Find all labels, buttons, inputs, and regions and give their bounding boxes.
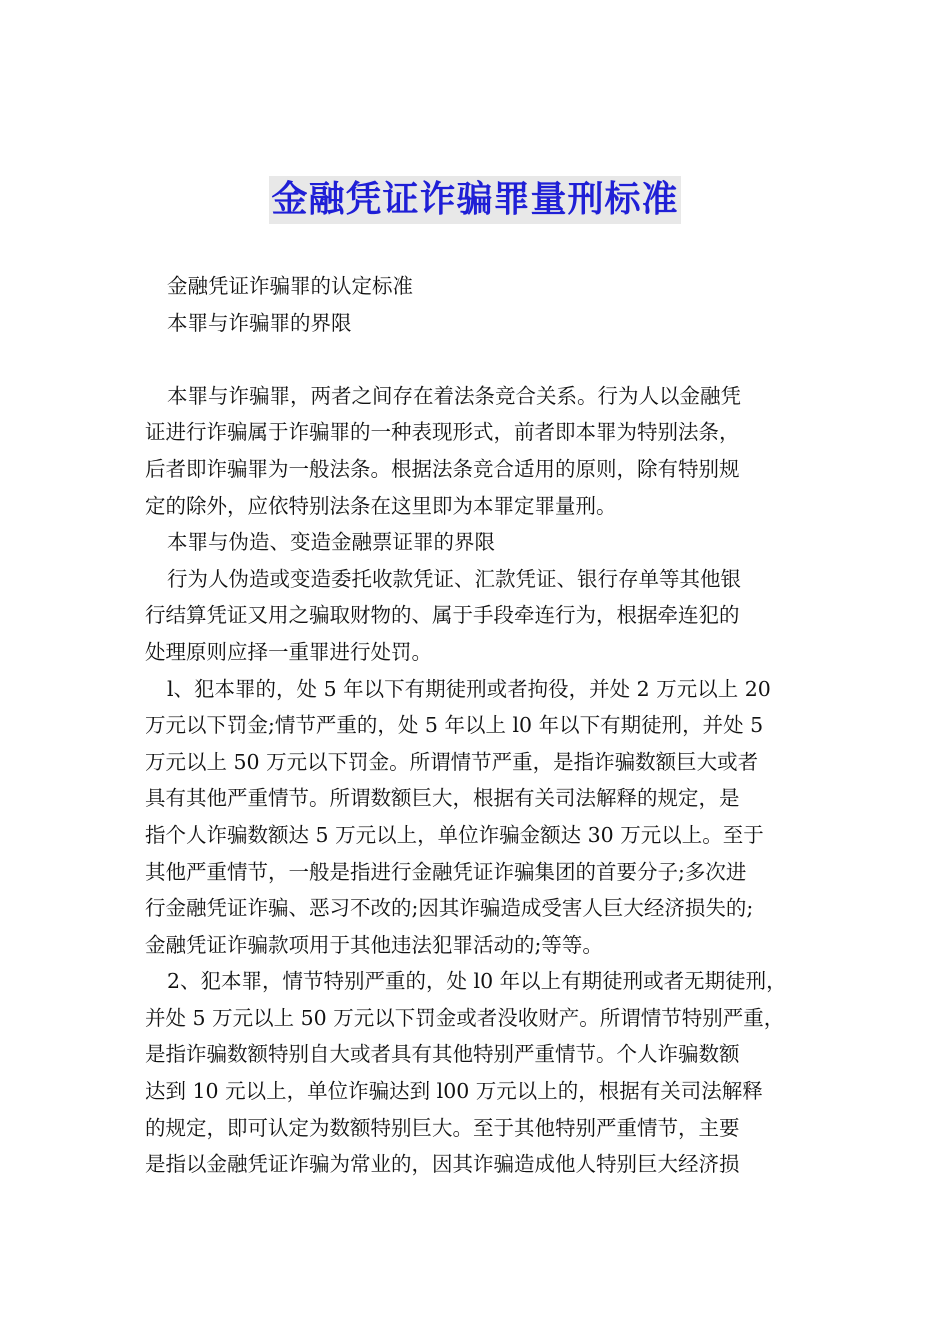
blank-line <box>145 341 810 378</box>
document-body <box>145 268 810 1183</box>
paragraph-line: 万元以下罚金;情节严重的，处 5 年以上 l0 年以下有期徒刑，并处 5 <box>145 713 764 738</box>
paragraph-line: 并处 5 万元以上 50 万元以下罚金或者没收财产。所谓情节特别严重， <box>145 1005 785 1030</box>
paragraph-line: 2、犯本罪，情节特别严重的，处 l0 年以上有期徒刑或者无期徒刑， <box>167 969 787 994</box>
paragraph-line: 是指诈骗数额特别自大或者具有其他特别严重情节。个人诈骗数额 <box>145 1042 740 1067</box>
subheading: 本罪与伪造、变造金融票证罪的界限 <box>167 530 495 555</box>
paragraph-line: 指个人诈骗数额达 5 万元以上，单位诈骗金额达 30 万元以上。至于 <box>145 822 764 847</box>
paragraph-line: 证进行诈骗属于诈骗罪的一种表现形式，前者即本罪为特别法条， <box>145 420 740 445</box>
paragraph-line: 达到 10 元以上，单位诈骗达到 l00 万元以上的，根据有关司法解释 <box>145 1079 763 1104</box>
paragraph-line: 金融凭证诈骗款项用于其他违法犯罪活动的;等等。 <box>145 932 603 957</box>
paragraph-line: 处理原则应择一重罪进行处罚。 <box>145 639 432 664</box>
paragraph-line: 行结算凭证又用之骗取财物的、属于手段牵连行为，根据牵连犯的 <box>145 603 740 628</box>
paragraph-line: 是指以金融凭证诈骗为常业的，因其诈骗造成他人特别巨大经济损 <box>145 1152 740 1177</box>
paragraph-line: 其他严重情节，一般是指进行金融凭证诈骗集团的首要分子;多次进 <box>145 859 747 884</box>
paragraph-line: 万元以上 50 万元以下罚金。所谓情节严重，是指诈骗数额巨大或者 <box>145 749 759 774</box>
paragraph-line: 行金融凭证诈骗、恶习不改的;因其诈骗造成受害人巨大经济损失的; <box>145 896 754 921</box>
subheading: 金融凭证诈骗罪的认定标准 <box>167 274 413 298</box>
paragraph-line: 的规定，即可认定为数额特别巨大。至于其他特别严重情节，主要 <box>145 1115 740 1140</box>
paragraph-line: 后者即诈骗罪为一般法条。根据法条竞合适用的原则，除有特别规 <box>145 456 740 481</box>
paragraph-line: 本罪与诈骗罪，两者之间存在着法条竞合关系。行为人以金融凭 <box>167 383 741 408</box>
paragraph-line: 定的除外，应依特别法条在这里即为本罪定罪量刑。 <box>145 493 617 518</box>
subheading: 本罪与诈骗罪的界限 <box>167 310 352 335</box>
title-wrap <box>0 176 950 224</box>
paragraph-line: 具有其他严重情节。所谓数额巨大，根据有关司法解释的规定，是 <box>145 786 740 811</box>
document-title: 金融凭证诈骗罪量刑标准 <box>269 176 680 224</box>
paragraph-line: 行为人伪造或变造委托收款凭证、汇款凭证、银行存单等其他银 <box>167 566 741 591</box>
paragraph-line: l、犯本罪的，处 5 年以下有期徒刑或者拘役，并处 2 万元以上 20 <box>167 676 771 701</box>
